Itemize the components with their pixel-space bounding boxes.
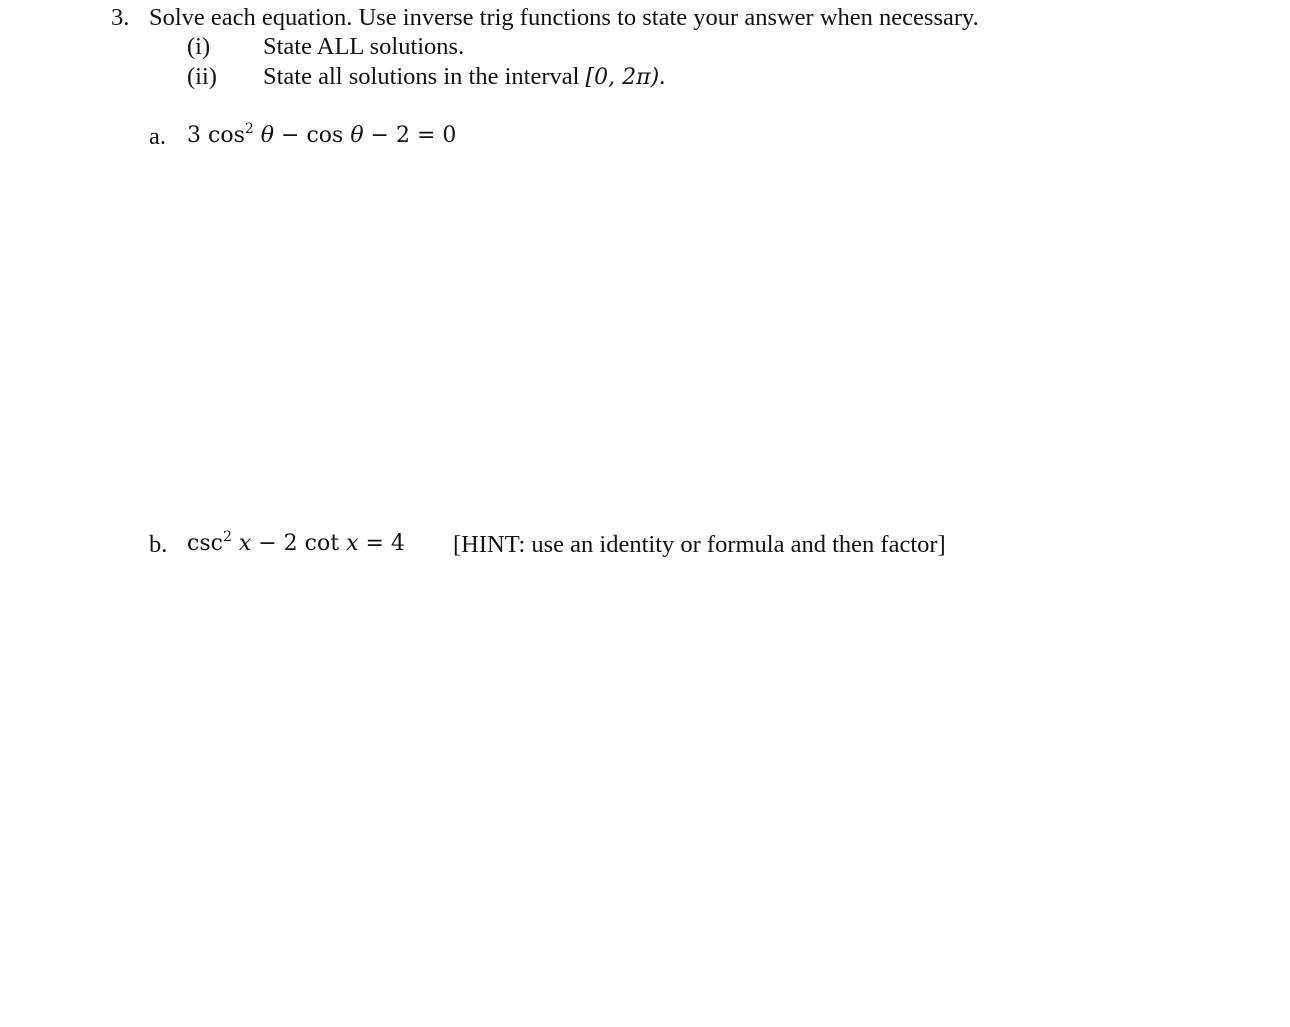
part-a-equation: 3 $\cos^2 \theta - \cos \theta - 2 = 0$ xyxy=(187,121,457,148)
subpart-label-i: (i) xyxy=(187,33,211,60)
question-number: 3. xyxy=(111,4,130,31)
part-b-hint: [HINT: use an identity or formula and then factor] xyxy=(453,531,946,558)
subpart-text-ii-main: State all solutions in the interval xyxy=(263,63,580,90)
subpart-text-ii-end: . xyxy=(659,63,666,90)
subpart-text-i: State ALL solutions. xyxy=(263,33,465,60)
part-a-label: a. xyxy=(149,123,166,150)
part-b-label: b. xyxy=(149,531,168,558)
subpart-text-ii xyxy=(263,62,665,93)
subpart-label-ii: (ii) xyxy=(187,63,217,90)
question-instruction: Solve each equation. Use inverse trig functions to state your answer when necessary. xyxy=(149,4,979,31)
part-b-equation: $\csc^2 x - 2$ cot x = 4 xyxy=(187,529,405,556)
interval-math: [0, 2π) xyxy=(585,65,660,90)
